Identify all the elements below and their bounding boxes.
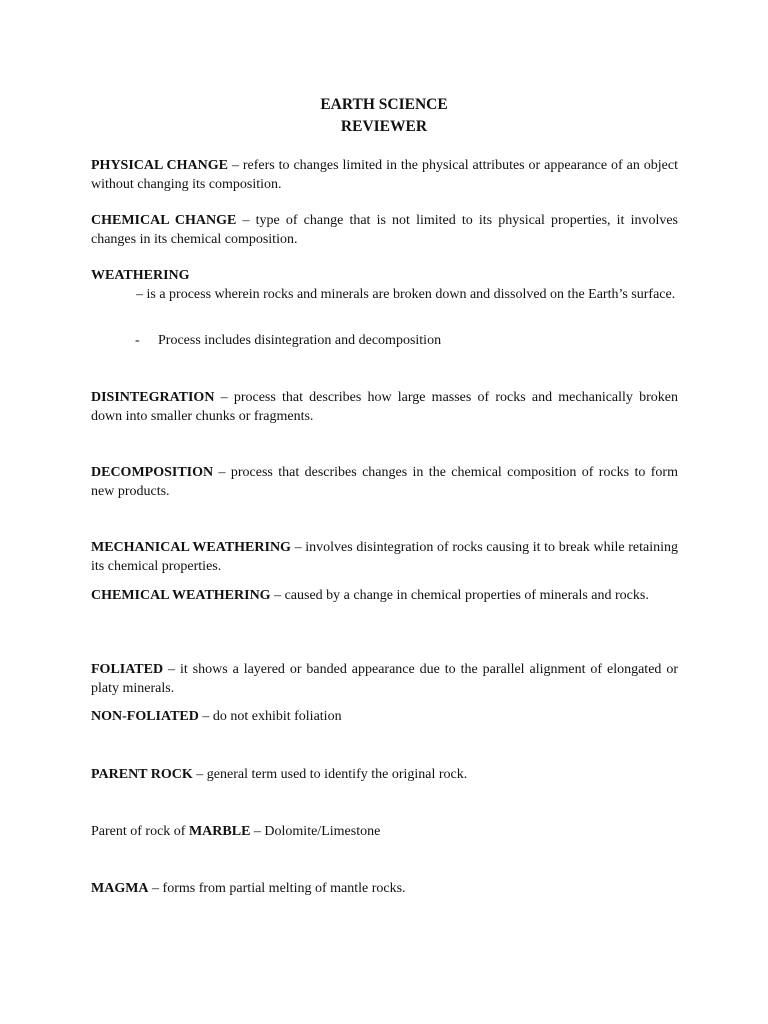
definition-chemical-change: – type of change that is not limited to its physical properties, it involves changes in its chemical composition. <box>91 213 679 247</box>
term-weathering: WEATHERING <box>91 268 190 283</box>
prefix-marble: Parent of rock of <box>91 824 189 839</box>
entry-parent-rock <box>91 766 678 785</box>
bullet-text: Process includes disintegration and decomposition <box>158 333 442 348</box>
term-chemical-change: CHEMICAL CHANGE <box>91 213 237 228</box>
document-title-line2: REVIEWER <box>340 118 428 135</box>
term-disintegration: DISINTEGRATION <box>91 390 215 405</box>
definition-chemical-weathering: – caused by a change in chemical properties of minerals and rocks. <box>270 588 649 603</box>
entry-physical-change <box>91 157 678 194</box>
entry-foliated <box>91 661 678 698</box>
definition-foliated: – it shows a layered or banded appearance due to the parallel alignment of elongated or platy minerals. <box>91 662 678 696</box>
entry-magma <box>91 880 678 899</box>
definition-disintegration: – process that describes how large masses of rocks and mechanically broken down into smaller chunks or fragments. <box>91 390 678 424</box>
term-physical-change: PHYSICAL CHANGE <box>91 158 228 173</box>
term-mechanical-weathering: MECHANICAL WEATHERING <box>91 540 291 555</box>
entry-marble <box>91 823 678 842</box>
definition-physical-change: – refers to changes limited in the physical attributes or appearance of an object without changing its composition. <box>91 158 678 192</box>
term-foliated: FOLIATED <box>91 662 164 677</box>
bullet-weathering-process <box>135 332 441 351</box>
definition-mechanical-weathering: – involves disintegration of rocks causing it to break while retaining its chemical properties. <box>91 540 678 574</box>
document-title-line1: EARTH SCIENCE <box>320 96 448 113</box>
definition-non-foliated: – do not exhibit foliation <box>198 709 342 724</box>
term-magma: MAGMA <box>91 881 149 896</box>
entry-decomposition <box>91 464 678 501</box>
term-chemical-weathering: CHEMICAL WEATHERING <box>91 588 271 603</box>
term-decomposition: DECOMPOSITION <box>91 465 214 480</box>
definition-marble: – Dolomite/Limestone <box>250 824 381 839</box>
entry-chemical-change <box>91 212 678 249</box>
entry-disintegration <box>91 389 678 426</box>
definition-decomposition: – process that describes changes in the chemical composition of rocks to form new products. <box>91 465 678 499</box>
bullet-dash: - <box>135 333 140 348</box>
entry-chemical-weathering <box>91 587 678 606</box>
definition-magma: – forms from partial melting of mantle rocks. <box>148 881 406 896</box>
term-non-foliated: NON-FOLIATED <box>91 709 199 724</box>
entry-mechanical-weathering <box>91 539 678 576</box>
entry-weathering-heading <box>91 267 678 286</box>
definition-parent-rock: – general term used to identify the original rock. <box>192 767 468 782</box>
entry-non-foliated <box>91 708 678 727</box>
definition-weathering: – is a process wherein rocks and minerals are broken down and dissolved on the Earth’s surface. <box>136 287 676 302</box>
term-parent-rock: PARENT ROCK <box>91 767 193 782</box>
term-marble: MARBLE <box>188 824 251 839</box>
